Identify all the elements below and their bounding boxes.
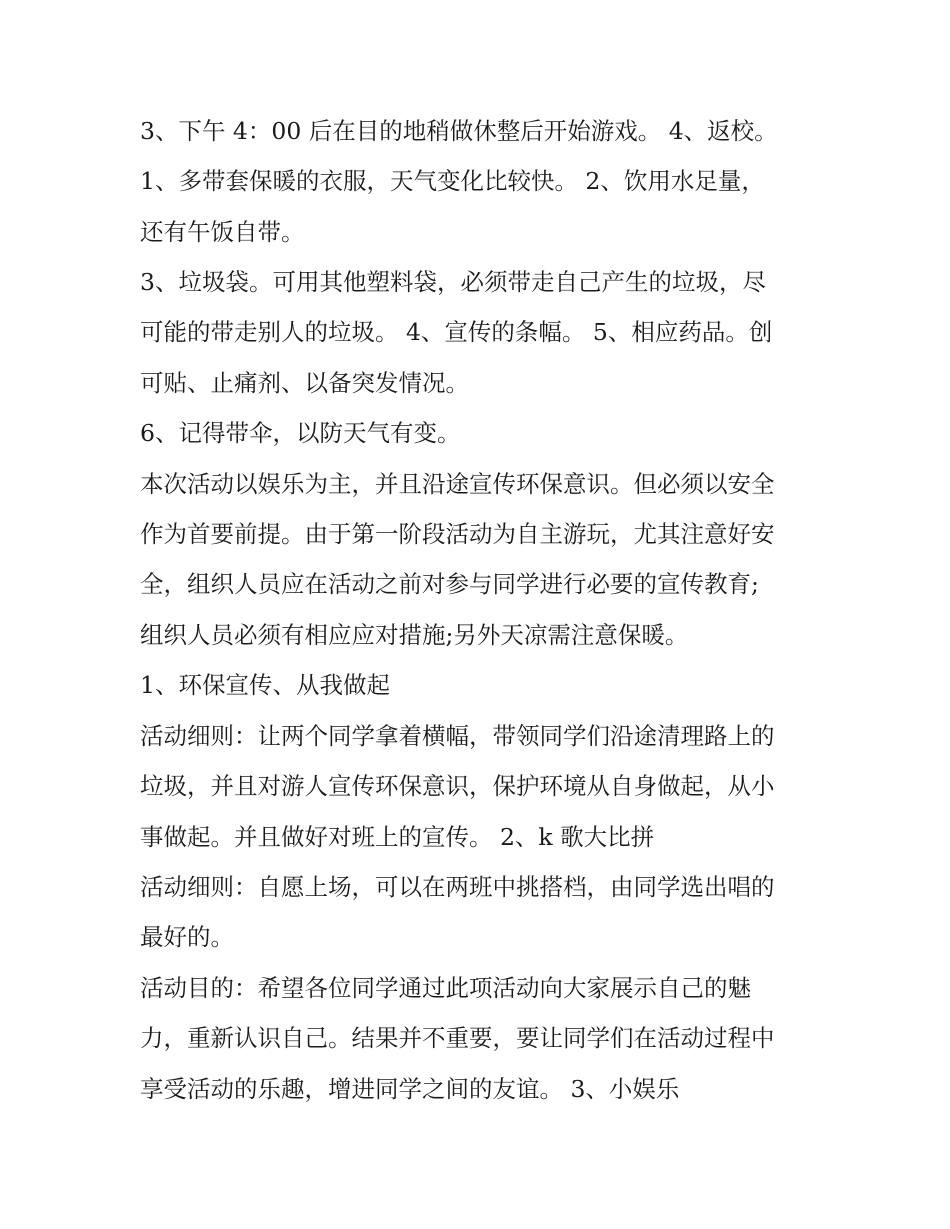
text-line: 最好的。 bbox=[140, 923, 234, 951]
text-line: 全，组织人员应在活动之前对参与同学进行必要的宣传教育; bbox=[140, 570, 759, 598]
text-line: 本次活动以娱乐为主，并且沿途宣传环保意识。但必须以安全 bbox=[140, 470, 775, 498]
text-line: 享受活动的乐趣，增进同学之间的友谊。 3、小娱乐 bbox=[140, 1075, 680, 1103]
text-line: 垃圾，并且对游人宣传环保意识，保护环境从自身做起，从小 bbox=[140, 772, 775, 800]
text-line: 还有午饭自带。 bbox=[140, 218, 305, 246]
text-line: 1、环保宣传、从我做起 bbox=[140, 671, 390, 699]
text-line: 活动目的：希望各位同学通过此项活动向大家展示自己的魅 bbox=[140, 974, 751, 1002]
text-line: 可贴、止痛剂、以备突发情况。 bbox=[140, 369, 469, 397]
text-line: 可能的带走别人的垃圾。 4、宣传的条幅。 5、相应药品。创 bbox=[140, 318, 773, 346]
text-line: 力，重新认识自己。结果并不重要，要让同学们在活动过程中 bbox=[140, 1024, 775, 1052]
text-line: 作为首要前提。由于第一阶段活动为自主游玩，尤其注意好安 bbox=[140, 520, 775, 548]
text-line: 组织人员必须有相应应对措施;另外天凉需注意保暖。 bbox=[140, 621, 689, 649]
text-line: 活动细则：让两个同学拿着横幅，带领同学们沿途清理路上的 bbox=[140, 722, 775, 750]
text-line: 事做起。并且做好对班上的宣传。 2、k 歌大比拼 bbox=[140, 823, 655, 851]
text-line: 6、记得带伞，以防天气有变。 bbox=[140, 419, 461, 447]
text-line: 3、垃圾袋。可用其他塑料袋，必须带走自己产生的垃圾，尽 bbox=[140, 268, 766, 296]
text-line: 3、下午 4：00 后在目的地稍做休整后开始游戏。 4、返校。 bbox=[140, 117, 778, 145]
text-line: 1、多带套保暖的衣服，天气变化比较快。 2、饮用水足量， bbox=[140, 167, 765, 195]
text-line: 活动细则：自愿上场，可以在两班中挑搭档，由同学选出唱的 bbox=[140, 873, 775, 901]
